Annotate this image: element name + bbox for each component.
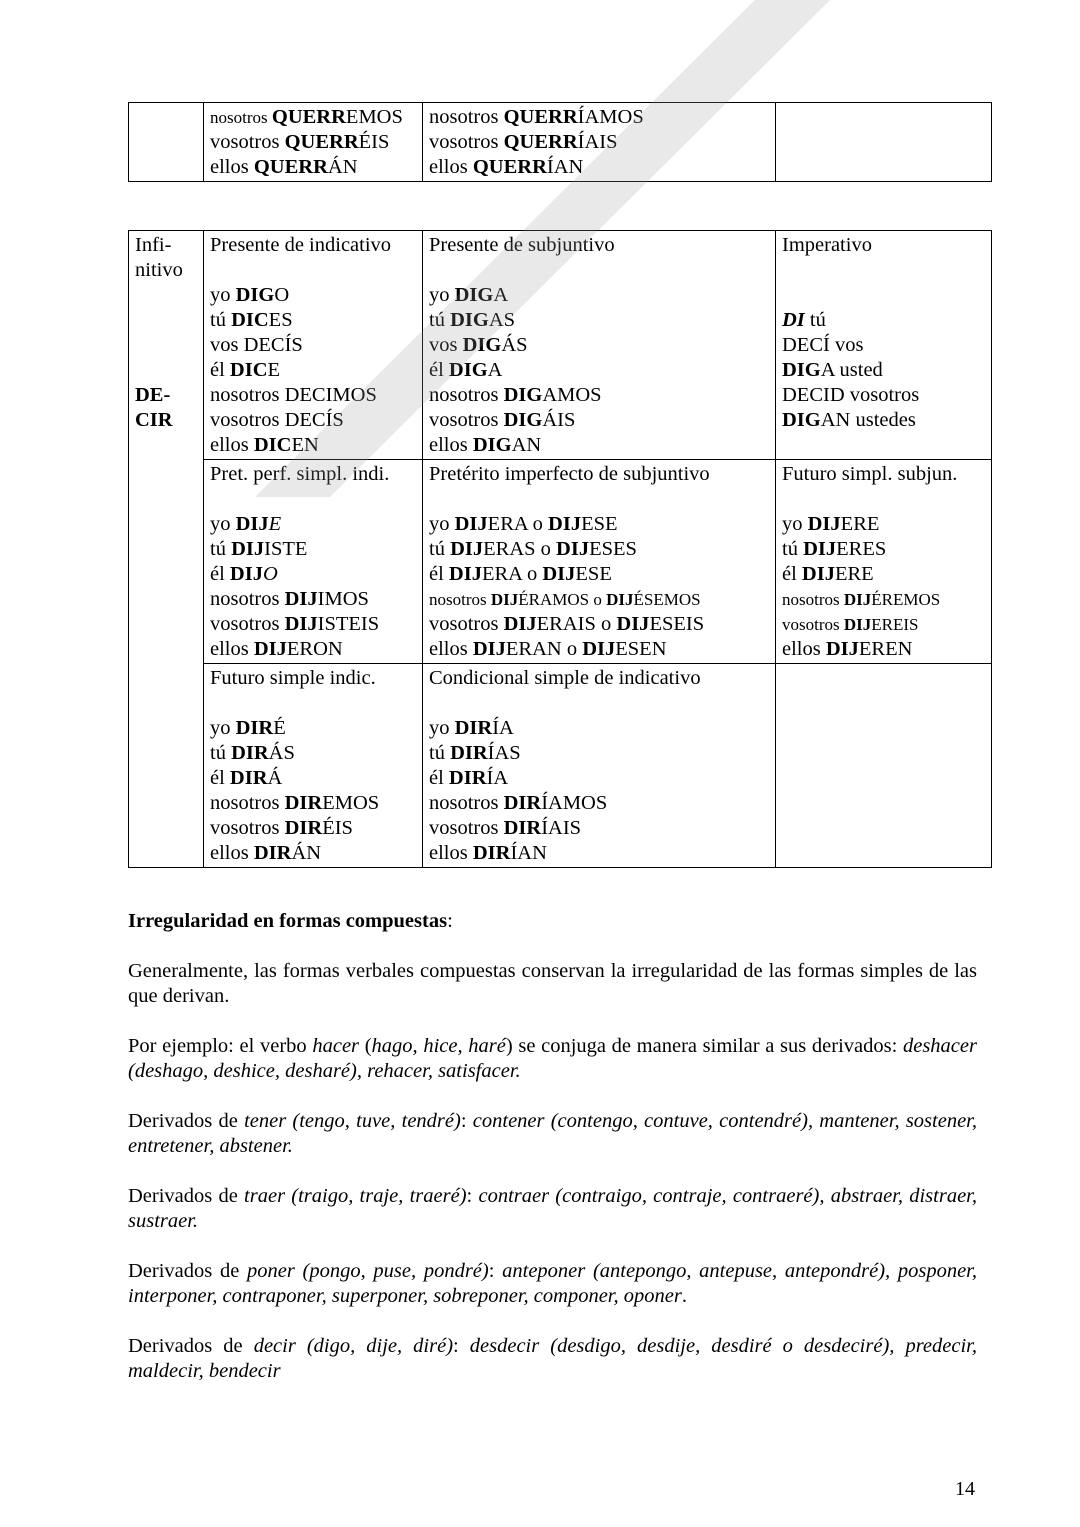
stem: DIJ: [548, 513, 582, 535]
conjugation-row: [429, 791, 769, 816]
ending: ESEIS: [649, 613, 705, 635]
stem: DIR: [448, 767, 487, 789]
conjugation-row: [210, 358, 416, 383]
conjugation-row: [210, 562, 416, 587]
stem: DIJ: [454, 513, 488, 535]
stem: DIR: [503, 817, 542, 839]
italic-text: deshacer (deshago, deshice, desharé), rehacer, satisfacer.: [128, 1035, 977, 1082]
ending: ERAIS o: [536, 613, 617, 635]
pronoun: tú: [210, 538, 232, 560]
pronoun: él: [429, 767, 449, 789]
ending: ÉIS: [358, 131, 390, 153]
stem: QUERR: [472, 156, 547, 178]
conjugation-row: [210, 537, 416, 562]
ending: ES: [268, 309, 293, 331]
ending: ÍAMOS: [577, 106, 644, 128]
pronoun: ellos: [429, 156, 473, 178]
conjugation-row: [429, 408, 769, 433]
row-ellos: [429, 155, 769, 180]
ending: ERES: [836, 538, 887, 560]
text-run: :: [466, 1185, 479, 1207]
ending: tú: [804, 309, 826, 331]
pronoun: nosotros: [210, 792, 285, 814]
decir-table: [128, 230, 992, 868]
stem: DIJ: [843, 590, 872, 609]
page-number: 14: [955, 1478, 975, 1500]
pronoun: yo: [210, 717, 236, 739]
pronoun: él: [210, 767, 230, 789]
conjugation-row: [210, 841, 416, 866]
futuro-cell: [204, 103, 423, 182]
pronoun: ellos: [210, 842, 254, 864]
pronoun: nosotros: [429, 792, 504, 814]
row-vosotros: [429, 130, 769, 155]
conjugation-row: [782, 408, 985, 433]
conjugation-row: [210, 333, 416, 358]
infinitive-label: Infi-: [135, 234, 172, 256]
conjugation-row: [782, 637, 985, 662]
futuro-subjuntivo-cell: [776, 460, 992, 664]
conjugation-row: [210, 308, 416, 333]
pronoun: vosotros: [210, 613, 285, 635]
pronoun: tú: [210, 742, 232, 764]
stem: DIJ: [503, 613, 537, 635]
stem: DIG: [782, 359, 821, 381]
pronoun: yo: [429, 717, 455, 739]
row-nosotros: [429, 105, 769, 130]
italic-text: tener (tengo, tuve, tendré): [244, 1110, 461, 1132]
stem: DIG: [448, 359, 488, 381]
stem: DIC: [253, 434, 292, 456]
condicional-cell: [423, 664, 776, 868]
conjugation-row: [782, 537, 985, 562]
ending: ÍAMOS: [541, 792, 608, 814]
text-run: Derivados de: [128, 1335, 254, 1357]
conjugation-row: [782, 612, 985, 637]
paragraph-tener: [128, 1109, 977, 1159]
ending: ÉSEMOS: [633, 590, 701, 609]
ending: EREN: [858, 638, 913, 660]
ending: ESE: [575, 563, 612, 585]
conjugation-row: [782, 587, 985, 612]
conjugation-row: [429, 283, 769, 308]
italic-text: hacer: [312, 1035, 360, 1057]
ending: A: [493, 284, 509, 306]
conjugation-row: [782, 383, 985, 408]
conjugation-row: [429, 433, 769, 458]
form: DECID vosotros: [782, 384, 920, 406]
stem: DIJ: [606, 590, 634, 609]
stem: QUERR: [503, 106, 578, 128]
text-run: :: [460, 1110, 473, 1132]
ending: EREIS: [871, 615, 919, 634]
stem: DIR: [454, 717, 493, 739]
preterito-perfecto-cell: [204, 460, 423, 664]
pronoun: nosotros: [429, 384, 504, 406]
ending: ERE: [840, 513, 880, 535]
row-vosotros: [210, 130, 416, 155]
paragraph-decir: [128, 1334, 977, 1384]
ending: ÉRAMOS o: [518, 590, 607, 609]
stem: DIC: [229, 359, 268, 381]
conjugation-row: [210, 433, 416, 458]
stem: DIJ: [807, 513, 841, 535]
pronoun: vosotros: [429, 817, 504, 839]
imperativo-cell: [776, 231, 992, 460]
pronoun: vosotros: [782, 615, 844, 634]
stem: DIJ: [843, 615, 872, 634]
stem: DIR: [235, 717, 274, 739]
ending: Á: [267, 767, 283, 789]
pronoun: tú: [210, 309, 232, 331]
ending: A usted: [820, 359, 883, 381]
stem: DIJ: [450, 538, 484, 560]
conjugation-row: [210, 408, 416, 433]
text-run: :: [488, 1260, 503, 1282]
stem: QUERR: [503, 131, 578, 153]
ending: ISTE: [264, 538, 308, 560]
pronoun: nosotros: [210, 588, 285, 610]
conjugation-row: [429, 537, 769, 562]
paragraph-general: Generalmente, las formas verbales compuestas conservan la irregularidad de las formas simples de las que derivan.: [128, 960, 977, 1007]
ending: AN: [511, 434, 542, 456]
ending: ÍA: [492, 717, 514, 739]
pronoun: ellos: [429, 638, 473, 660]
ending: E: [267, 359, 281, 381]
text-run: .: [681, 1285, 687, 1307]
conjugation-row: [210, 512, 416, 537]
tense-header: Futuro simpl. subjun.: [782, 463, 958, 485]
ending: ESES: [589, 538, 637, 560]
stem: QUERR: [253, 156, 328, 178]
text-run: ) se conjuga de manera similar a sus derivados:: [505, 1035, 903, 1057]
pronoun: ellos: [210, 156, 254, 178]
pronoun: tú: [429, 742, 451, 764]
stem: DIJ: [235, 513, 269, 535]
stem: DIJ: [803, 538, 837, 560]
conjugation-row: [210, 816, 416, 841]
conjugation-row: [429, 383, 769, 408]
ending: ÁN: [327, 156, 358, 178]
stem: DIJ: [229, 563, 263, 585]
conjugation-row: [782, 283, 985, 308]
section-heading: [128, 909, 977, 934]
stem: DIJ: [582, 638, 616, 660]
stem: QUERR: [284, 131, 359, 153]
ending: O: [262, 563, 278, 585]
italic-text: decir (digo, dije, diré): [253, 1335, 454, 1357]
empty-cell: [776, 103, 992, 182]
ending: ÁIS: [542, 409, 576, 431]
pronoun: vosotros: [429, 131, 504, 153]
conjugation-row: [782, 333, 985, 358]
stem: DIG: [503, 384, 543, 406]
stem: DIC: [231, 309, 269, 331]
futuro-indicativo-cell: [204, 664, 423, 868]
pronoun: él: [210, 359, 230, 381]
conjugation-row: [429, 562, 769, 587]
pronoun: tú: [429, 309, 451, 331]
conjugation-row: [429, 766, 769, 791]
italic-text: poner (pongo, puse, pondré): [247, 1260, 489, 1282]
tense-header: Pret. perf. simpl. indi.: [210, 463, 390, 485]
tense-header: Presente de subjuntivo: [429, 234, 615, 256]
stem: DIG: [235, 284, 275, 306]
text-run: :: [453, 1335, 470, 1357]
pronoun: ellos: [782, 638, 826, 660]
pronoun: él: [782, 563, 802, 585]
conjugation-row: [429, 841, 769, 866]
conjugation-row: [782, 512, 985, 537]
verb-name: [135, 383, 173, 433]
conjugation-row: [429, 308, 769, 333]
stem: DIR: [503, 792, 542, 814]
stem: DIR: [284, 792, 323, 814]
imperfecto-subjuntivo-cell: [423, 460, 776, 664]
ending: ÍAIS: [541, 817, 582, 839]
ending: ÉIS: [322, 817, 353, 839]
pronoun: ellos: [210, 638, 254, 660]
conjugation-row: [429, 512, 769, 537]
ending: ÁN: [291, 842, 322, 864]
stem: DIJ: [542, 563, 576, 585]
empty-cell: [776, 664, 992, 868]
tense-header: Pretérito imperfecto de subjuntivo: [429, 463, 710, 485]
pronoun: vosotros: [429, 409, 504, 431]
ending: ÁS: [501, 334, 528, 356]
stem: DIJ: [616, 613, 650, 635]
ending: ÍAIS: [577, 131, 618, 153]
stem: DIJ: [825, 638, 859, 660]
italic-text: anteponer (antepongo, antepuse, antepondré), posponer, interponer, contraponer, superponer, sobreponer, componer, oponer: [128, 1260, 978, 1307]
pronoun: yo: [429, 284, 455, 306]
ending: ESEN: [615, 638, 667, 660]
ending: ÍAS: [487, 742, 521, 764]
ending: E: [268, 513, 282, 535]
text-run: Derivados de: [128, 1110, 245, 1132]
presente-subjuntivo-cell: [423, 231, 776, 460]
stem: DIG: [472, 434, 512, 456]
stem: DIR: [231, 742, 269, 764]
stem: DIJ: [556, 538, 590, 560]
ending: IMOS: [317, 588, 369, 610]
stem: DIG: [782, 409, 821, 431]
conjugation-row: [429, 816, 769, 841]
pronoun: nosotros: [429, 590, 491, 609]
pronoun: nosotros DECIMOS: [210, 384, 377, 406]
conjugation-row: [429, 741, 769, 766]
ending: ERAS o: [483, 538, 557, 560]
paragraph-poner: [128, 1259, 977, 1309]
conjugation-row: [429, 587, 769, 612]
stem: DIR: [472, 842, 511, 864]
stem: DIJ: [472, 638, 506, 660]
pronoun: él: [210, 563, 230, 585]
ending: AMOS: [542, 384, 602, 406]
tense-header: Condicional simple de indicativo: [429, 667, 701, 689]
conjugation-row: [429, 716, 769, 741]
tense-header: Presente de indicativo: [210, 234, 392, 256]
conjugation-row: [210, 283, 416, 308]
stem: DIJ: [284, 588, 318, 610]
ending: ÍAN: [510, 842, 547, 864]
conjugation-row: [210, 766, 416, 791]
stem: DIR: [229, 767, 268, 789]
pronoun: vosotros: [210, 817, 285, 839]
pronoun: ellos: [429, 434, 473, 456]
ending: ESE: [581, 513, 618, 535]
conjugation-row: [782, 358, 985, 383]
form: DECÍ vos: [782, 334, 864, 356]
text-run: Derivados de: [128, 1185, 245, 1207]
pronoun: vosotros DECÍS: [210, 409, 344, 431]
pronoun: vos: [429, 334, 463, 356]
querer-table-fragment: [128, 102, 992, 182]
heading-text: Irregularidad en formas compuestas: [128, 910, 448, 932]
ending: AS: [488, 309, 516, 331]
conjugation-row: [429, 333, 769, 358]
pronoun: él: [429, 563, 449, 585]
stem: DIR: [253, 842, 292, 864]
ending: ERAN o: [505, 638, 583, 660]
conjugation-row: [210, 791, 416, 816]
ending: ÉREMOS: [871, 590, 941, 609]
conjugation-row: [210, 637, 416, 662]
pronoun: yo: [210, 513, 236, 535]
stem: DI: [782, 309, 805, 331]
text-run: Derivados de: [128, 1260, 247, 1282]
ending: EMOS: [345, 106, 403, 128]
ending: AN ustedes: [820, 409, 916, 431]
ending: O: [274, 284, 290, 306]
stem: DIR: [450, 742, 488, 764]
pronoun: vos DECÍS: [210, 334, 303, 356]
ending: ERA o: [481, 563, 543, 585]
pronoun: vosotros: [210, 131, 285, 153]
tense-header: Imperativo: [782, 234, 872, 256]
pronoun: yo: [210, 284, 236, 306]
pronoun: vosotros: [429, 613, 504, 635]
ending: EMOS: [322, 792, 380, 814]
tense-header: Futuro simple indic.: [210, 667, 376, 689]
pronoun: ellos: [210, 434, 254, 456]
conjugation-row: [782, 308, 985, 333]
text-run: Por ejemplo: el verbo: [128, 1035, 313, 1057]
row-ellos: [210, 155, 416, 180]
ending: ÍAN: [546, 156, 584, 178]
stem: DIJ: [490, 590, 519, 609]
ending: ISTEIS: [317, 613, 380, 635]
italic-text: contraer (contraigo, contraje, contraeré), abstraer, distraer, sustraer.: [128, 1185, 978, 1232]
verb-part: CIR: [135, 409, 173, 431]
paragraph-traer: [128, 1184, 977, 1234]
conjugation-row: [429, 637, 769, 662]
ending: É: [273, 717, 286, 739]
italic-text: desdecir (desdigo, desdije, desdiré o desdeciré), predecir, maldecir, bendecir: [128, 1335, 977, 1382]
pronoun: yo: [782, 513, 808, 535]
stem: DIJ: [253, 638, 287, 660]
condicional-cell: [423, 103, 776, 182]
pronoun: tú: [782, 538, 804, 560]
conjugation-row: [429, 612, 769, 637]
paragraph-hacer: [128, 1034, 977, 1084]
pronoun: nosotros: [429, 106, 504, 128]
text-run: (: [359, 1035, 372, 1057]
conjugation-row: [210, 612, 416, 637]
stem: DIG: [454, 284, 494, 306]
conjugation-row: [210, 587, 416, 612]
infinitive-cell: [129, 231, 204, 868]
stem: DIG: [503, 409, 543, 431]
ending: EN: [291, 434, 319, 456]
ending: ERON: [286, 638, 343, 660]
italic-text: contener (contengo, contuve, contendré), mantener, sostener, entretener, abstener.: [128, 1110, 977, 1157]
stem: DIJ: [448, 563, 482, 585]
infinitive-label: nitivo: [135, 259, 183, 281]
pronoun: yo: [429, 513, 455, 535]
ending: ÍA: [486, 767, 509, 789]
stem: QUERR: [271, 106, 346, 128]
heading-colon: :: [447, 910, 453, 932]
conjugation-row: [210, 383, 416, 408]
ending: ERE: [834, 563, 874, 585]
stem: DIG: [450, 309, 489, 331]
stem: DIJ: [231, 538, 265, 560]
ending: ERA o: [487, 513, 549, 535]
stem: DIJ: [801, 563, 835, 585]
row-nosotros: [210, 105, 416, 130]
pronoun: nosotros: [210, 108, 272, 127]
conjugation-row: [210, 716, 416, 741]
conjugation-row: [782, 562, 985, 587]
pronoun: ellos: [429, 842, 473, 864]
pronoun: él: [429, 359, 449, 381]
stem: DIJ: [284, 613, 318, 635]
pronoun: tú: [429, 538, 451, 560]
empty-cell: [129, 103, 204, 182]
ending: ÁS: [268, 742, 295, 764]
italic-text: hago, hice, haré: [371, 1035, 506, 1057]
ending: A: [487, 359, 503, 381]
presente-indicativo-cell: [204, 231, 423, 460]
stem: DIR: [284, 817, 323, 839]
italic-text: traer (traigo, traje, traeré): [244, 1185, 467, 1207]
verb-part: DE-: [135, 384, 171, 406]
conjugation-row: [210, 741, 416, 766]
pronoun: nosotros: [782, 590, 844, 609]
stem: DIG: [462, 334, 502, 356]
conjugation-row: [429, 358, 769, 383]
